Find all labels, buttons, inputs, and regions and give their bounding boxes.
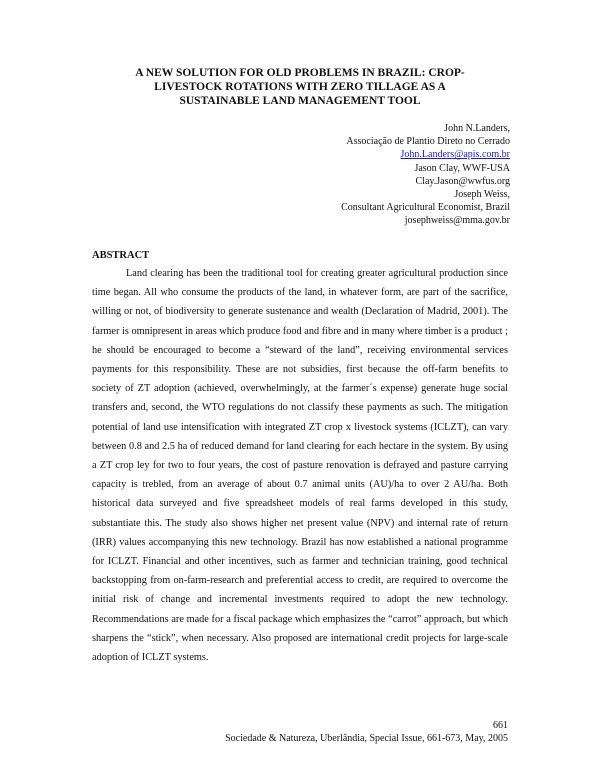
author-block	[341, 122, 510, 228]
title-line-2: LIVESTOCK ROTATIONS WITH ZERO TILLAGE AS A	[154, 81, 446, 93]
journal-citation: Sociedade & Natureza, Uberlândia, Special Issue, 661-673, May, 2005	[225, 733, 508, 744]
author-2-email: Clay.Jason@wwfus.org	[415, 175, 510, 187]
author-3-affiliation: Consultant Agricultural Economist, Brazil	[341, 202, 510, 214]
page-number: 661	[493, 720, 508, 731]
author-1-affiliation: Associação de Plantio Direto no Cerrado	[346, 136, 510, 148]
author-3-name: Joseph Weiss,	[454, 189, 510, 201]
abstract-heading: ABSTRACT	[92, 250, 150, 261]
author-3-email: josephweiss@mma.gov.br	[404, 215, 510, 227]
abstract-paragraph: Land clearing has been the traditional tool for creating greater agricultural production since time began. All who consume the products of the land, in whatever form, are part of the sacrifice, willing or not, of biodiversity to generate sustenance and wealth (Declaration of Madrid, 2001). The farmer is omnipresent in areas which produce food and fibre and in many where timber is a product ; he should be encouraged to become a “steward of the land”, receiving environmental services payments for this responsibility. These are not subsidies, first because the off-farm benefits to society of ZT adoption (achieved, overwhelmingly, at the farmer´s expense) generate huge social transfers and, second, the WTO regulations do not classify these payments as such. The mitigation potential of land use intensification with integrated ZT crop x livestock systems (ICLZT), can vary between 0.8 and 2.5 ha of reduced demand for land clearing for each hectare in the system. By using a ZT crop ley for two to four years, the cost of pasture renovation is defrayed and pasture carrying capacity is trebled, from an average of about 0.7 animal units (AU)/ha to over 2 AU/ha. Both historical data surveyed and five spreadsheet models of real farms developed in this study, substantiate this. The study also shows higher net present value (NPV) and internal rate of return (IRR) values accompanying this new technology. Brazil has now established a national programme for ICLZT. Financial and other incentives, such as farmer and technician training, good technical backstopping from on-farm-research and preferential access to credit, are required to overcome the initial risk of change and incremental investments required to adopt the new technology. Recommendations are made for a fiscal package which emphasizes the “carrot” approach, but which sharpens the “stick”, when necessary. Also proposed are international credit projects for large-scale adoption of ICLZT systems.	[92, 268, 508, 664]
author-2-name: Jason Clay, WWF-USA	[414, 162, 510, 174]
author-1-name: John N.Landers,	[444, 123, 510, 134]
title-line-3: SUSTAINABLE LAND MANAGEMENT TOOL	[179, 95, 421, 107]
title-line-1: A NEW SOLUTION FOR OLD PROBLEMS IN BRAZIL: CROP-	[135, 67, 465, 79]
abstract-body	[92, 264, 508, 667]
author-1-email-link[interactable]: John.Landers@apis.com.br	[400, 149, 510, 161]
paper-title	[90, 66, 510, 108]
